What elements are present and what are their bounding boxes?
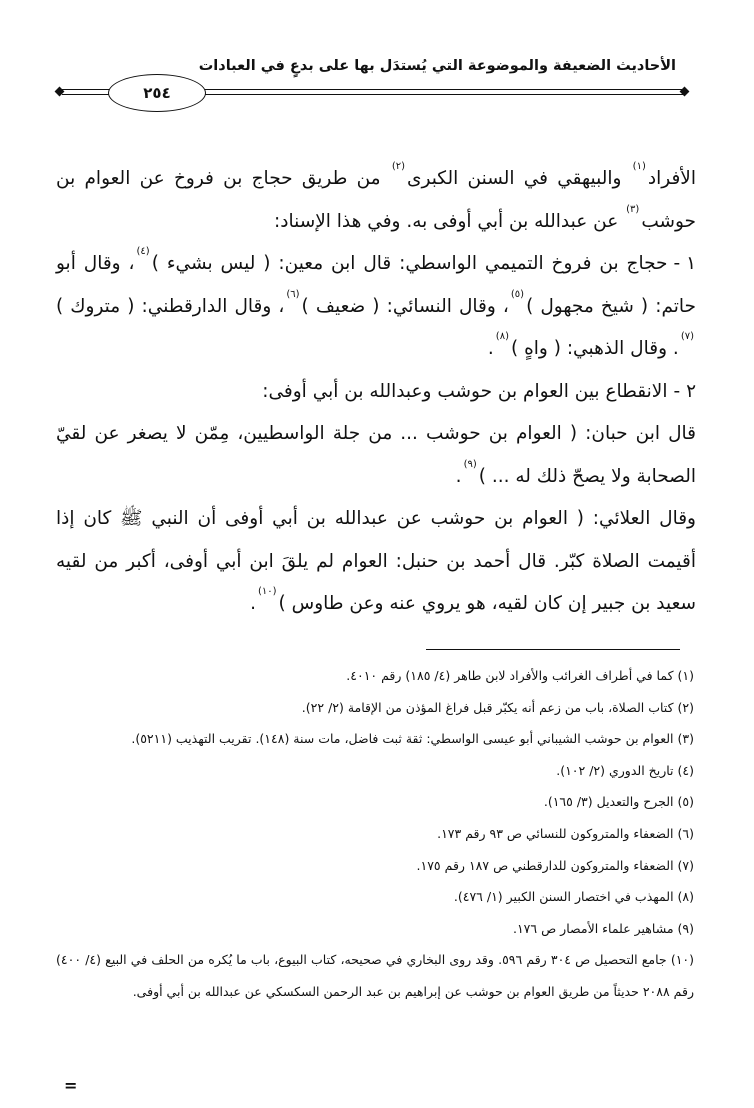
footnote-ref-2[interactable]: (٢) [391,161,406,172]
footnote-7: (٧) الضعفاء والمتروكون للدارقطني ص ١٨٧ رقم ١٧٥. [416,857,694,873]
footnote-separator [426,649,680,650]
footnote-4: (٤) تاريخ الدوري (٢/ ١٠٢). [556,762,694,778]
paragraph-3 [56,498,696,626]
text-run: من طريق حجاج بن فروخ عن العوام بن حوشب [56,168,696,232]
footnote-ref-5[interactable]: (٥) [510,288,525,300]
footnote-2: (٢) كتاب الصلاة، باب من زعم أنه يكبّر قبل فراغ المؤذن من الإقامة (٢/ ٢٢). [301,699,694,715]
footnote-8: (٨) المهذب في اختصار السنن الكبير (١/ ٤٧٦). [453,889,694,905]
text-run: قال ابن حبان: ( العوام بن حوشب ... من جلة الواسطيين، مِمّن لا يصغر عن لقيّ الصحابة ولا يصحّ ذلك له ... ) [56,423,696,487]
main-text [56,158,696,626]
footnote-ref-6[interactable]: (٦) [286,288,300,300]
list-number: ١ - [673,253,696,274]
text-run: . وقال الذهبي: ( واهٍ ) [510,338,679,359]
text-run: عن عبدالله بن أبي أوفى به. وفي هذا الإسناد: [274,210,625,232]
footnote-6: (٦) الضعفاء والمتروكون للنسائي ص ٩٣ رقم ١٧٣. [437,825,694,841]
list-number: ٢ - [673,380,696,402]
text-run: حجاج بن فروخ التميمي الواسطي: قال ابن معين: ( ليس بشيء ) [151,253,668,274]
text-run: ، وقال النسائي: ( ضعيف ) [301,295,509,317]
footnote-1: (١) كما في أطراف الغرائب والأفراد لابن طاهر (٤/ ١٨٥) رقم ٤٠١٠. [346,668,694,683]
footnote-ref-1[interactable]: (١) [632,161,646,172]
text-run: ، وقال الدارقطني: ( متروك ) [56,295,285,317]
text-run: الأفراد [647,168,696,189]
page-number-oval [108,74,206,112]
running-title: الأحاديث الضعيفة والموضوعة التي يُستدَل بها على بدعٍ في العبادات [198,58,676,74]
footnote-ref-8[interactable]: (٨) [495,331,509,342]
text-run: ، وقال أبو حاتم: ( شيخ مجهول ) [56,253,696,317]
footnote-ref-4[interactable]: (٤) [136,246,150,257]
text-run: وقال العلائي: ( العوام بن حوشب عن عبدالله بن أبي أوفى أن النبي ﷺ كان إذا أقيمت الصلاة كبّر. قال أحمد بن حنبل: العوام لم يلقَ ابن أبي أوفى، أكبر من لقيه سعيد بن جبير إن كان لقيه، هو يروي عنه وعن طاوس ) [56,508,696,614]
list-item-2 [56,371,696,414]
text-run: الانقطاع بين العوام بن حوشب وعبدالله بن أبي أوفى: [262,380,668,402]
footnote-10: (١٠) جامع التحصيل ص ٣٠٤ رقم ٥٩٦. وقد روى البخاري في صحيحه، كتاب البيوع، باب ما يُكره من الحلف في البيع (٤/ ٤٠٠) رقم ٢٠٨٨ حديثاً من طريق العوام بن حوشب عن إبراهيم بن عبد الرحمن السكسكي عن عبدالله بن أبي أوفى. [56,952,694,999]
paragraph-1 [56,158,696,243]
text-run: . [455,465,462,487]
paragraph-2 [56,413,696,498]
text-run: . [487,338,494,359]
footnotes [56,660,694,1008]
footnote-ref-10[interactable]: (١٠) [257,586,277,597]
footnote-5: (٥) الجرح والتعديل (٣/ ١٦٥). [543,794,694,810]
text-run: . [250,593,256,614]
text-run: والبيهقي في السنن الكبرى [407,168,631,189]
list-item-1 [56,243,696,371]
footnote-ref-9[interactable]: (٩) [463,458,477,470]
page-number: ٢٥٤ [143,84,171,102]
footnote-ref-3[interactable]: (٣) [626,203,640,215]
continuation-mark: = [64,1076,78,1095]
footnote-9: (٩) مشاهير علماء الأمصار ص ١٧٦. [512,920,694,936]
footnote-ref-7[interactable]: (٧) [680,331,694,342]
footnote-3: (٣) العوام بن حوشب الشيباني أبو عيسى الواسطي: ثقة ثبت فاضل، مات سنة (١٤٨). تقريب التهذيب (٥٢١١). [131,731,694,747]
